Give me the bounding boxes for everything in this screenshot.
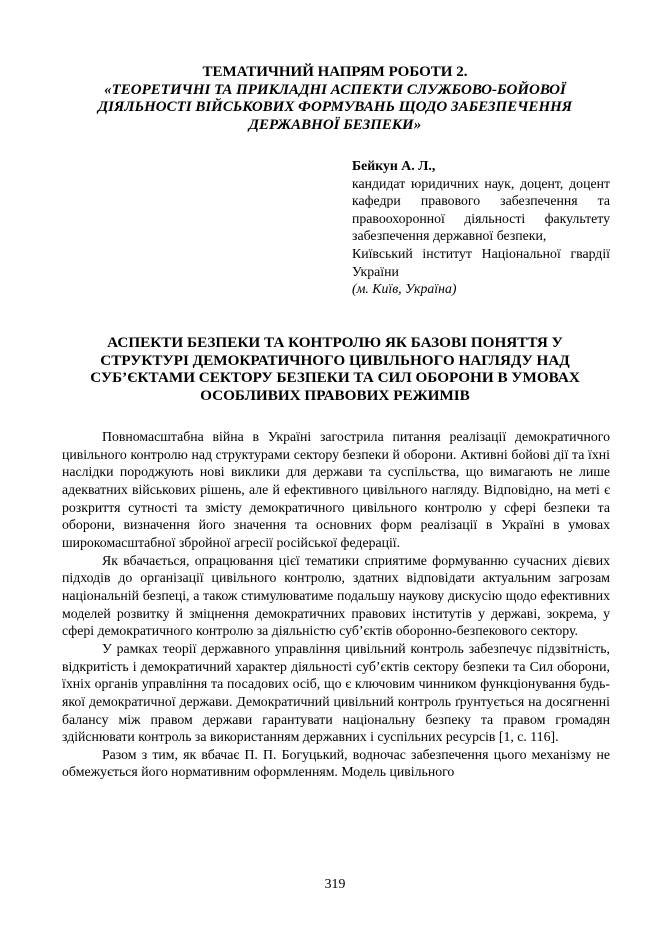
body-paragraph: У рамках теорії державного управління цивільний контроль забезпечує підзвітність, відкритість і демократичний характер діяльності суб’єктів сектору безпеки та Сил оборони, їхніх органів управління та посадових осіб, що є ключовим чинником функціонування будь-якої демократичної держави. Демократичний цивільний контроль ґрунтується на досягненні балансу між правом держави гарантувати національну безпеку та правом громадян здійснювати контроль за використанням державних і суспільних ресурсів [1, с. 116]. <box>62 640 610 745</box>
author-location: (м. Київ, Україна) <box>352 281 457 297</box>
section-heading <box>60 64 610 134</box>
article-body <box>62 428 610 781</box>
body-paragraph: Повномасштабна війна в Україні загострила питання реалізації демократичного цивільного контролю над структурами сектору безпеки й оборони. Активні бойові дії та їхні наслідки породжують нові виклики для держави та суспільства, що вимагають не лише адекватних військових рішень, але й ефективного цивільного нагляду. Відповідно, на меті є розкриття сутності та змісту демократичного цивільного контролю у сфері безпеки та оборони, визначення його значення та основних форм реалізації в Україні в умовах широкомасштабної збройної агресії російської федерації. <box>62 429 610 550</box>
page-number: 319 <box>324 876 346 891</box>
body-paragraph: Як вбачається, опрацювання цієї тематики сприятиме формуванню сучасних дієвих підходів до організації цивільного контролю, здатних відповідати актуальним загрозам національній безпеці, а також стимулюватиме подальшу наукову дискусію щодо ефективних моделей розвитку й зміцнення демократичних правових інститутів у державі, зокрема, у сфері демократичного контролю за діяльністю суб’єктів оборонно-безпекового сектору. <box>62 552 610 639</box>
author-name: Бейкун А. Л., <box>352 158 436 173</box>
article-title: АСПЕКТИ БЕЗПЕКИ ТА КОНТРОЛЮ ЯК БАЗОВІ ПОНЯТТЯ У СТРУКТУРІ ДЕМОКРАТИЧНОГО ЦИВІЛЬНОГО НАГЛЯДУ НАД СУБ’ЄКТАМИ СЕКТОРУ БЕЗПЕКИ ТА СИЛ ОБОРОНИ В УМОВАХ ОСОБЛИВИХ ПРАВОВИХ РЕЖИМІВ <box>90 334 580 404</box>
author-credentials: кандидат юридичних наук, доцент, доцент кафедри правового забезпечення та правоохоронної діяльності факультету забезпечення державної безпеки, <box>352 175 610 244</box>
section-heading-label: ТЕМАТИЧНИЙ НАПРЯМ РОБОТИ 2. <box>202 64 468 80</box>
section-heading-topic: «ТЕОРЕТИЧНІ ТА ПРИКЛАДНІ АСПЕКТИ СЛУЖБОВО-БОЙОВОЇ ДІЯЛЬНОСТІ ВІЙСЬКОВИХ ФОРМУВАНЬ ЩОДО ЗАБЕЗПЕЧЕННЯ ДЕРЖАВНОЇ БЕЗПЕКИ» <box>97 81 573 133</box>
author-block <box>352 157 610 298</box>
author-institution: Київський інститут Національної гвардії України <box>352 245 610 279</box>
body-paragraph: Разом з тим, як вбачає П. П. Богуцький, водночас забезпечення цього механізму не обмежується його нормативним оформленням. Модель цивільного <box>62 746 610 780</box>
